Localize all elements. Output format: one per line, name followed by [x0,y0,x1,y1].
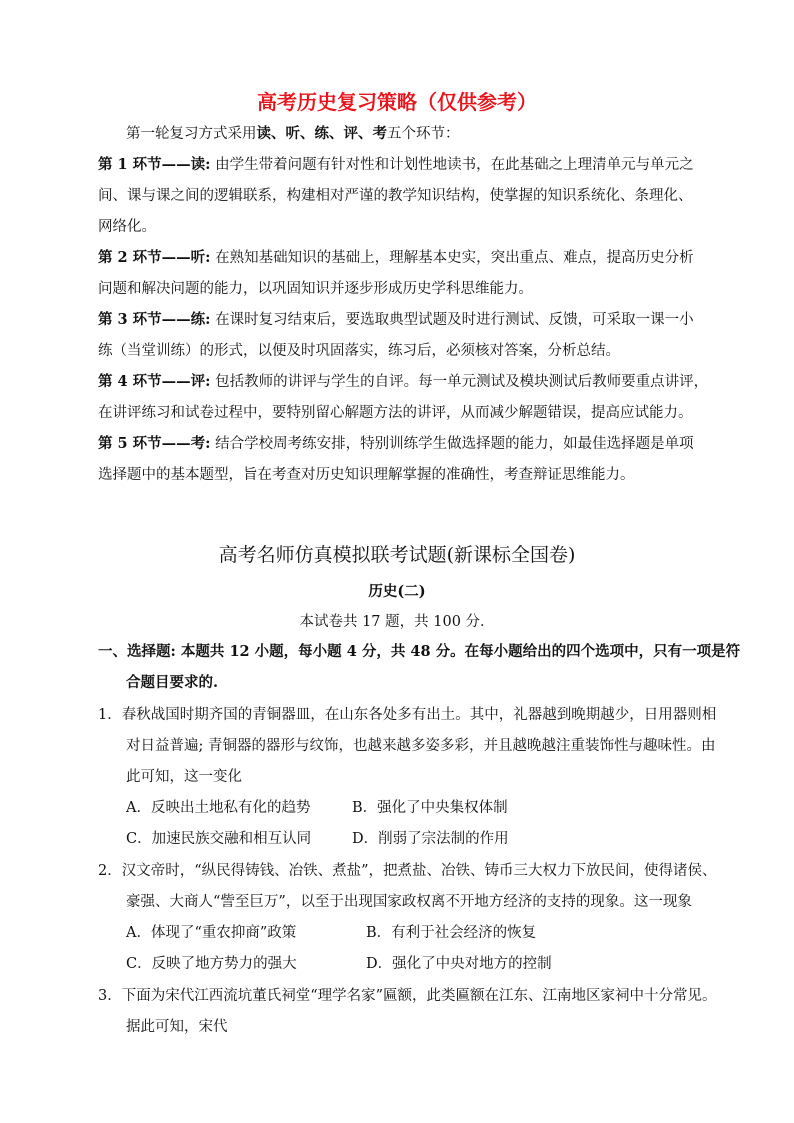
q1-option-d[interactable]: D．削弱了宗法制的作用 [352,831,509,847]
q2-line-2: 豪强、大商人“訾至巨万”，以至于出现国家政权离不开地方经济的支持的现象。这一现象 [126,894,692,910]
step-1-line-1 [98,155,694,175]
q2-option-d[interactable]: D．强化了中央对地方的控制 [366,956,552,972]
step-1-label: 第 1 环节——读: [98,156,211,173]
intro-prefix: 第一轮复习方式采用 [126,126,257,142]
step-2-label: 第 2 环节——听: [98,249,211,266]
q1-option-c[interactable]: C．加速民族交融和相互认同 [126,831,312,847]
q2-line-1: 2．汉文帝时，“纵民得铸钱、冶铁、煮盐”，把煮盐、冶铁、铸币三大权力下放民间，使得诸侯、 [98,863,717,879]
step-3-line-2: 练（当堂训练）的形式，以便及时巩固落实，练习后，必须核对答案，分析总结。 [98,343,620,359]
step-5-line-2: 选择题中的基本题型，旨在考查对历史知识理解掌握的准确性，考查辩证思维能力。 [98,467,635,483]
step-1-text-1: 由学生带着问题有针对性和计划性地读书，在此基础之上理清单元与单元之 [210,157,694,173]
step-3-label: 第 3 环节——练: [98,311,211,328]
section-header-line-1: 一、选择题: 本题共 12 小题，每小题 4 分，共 48 分。在每小题给出的四个选项中，只有一项是符 [98,643,741,660]
step-3-line-1 [98,310,694,330]
strategy-title: 高考历史复习策略（仅供参考） [257,90,537,114]
q1-option-b[interactable]: B．强化了中央集权体制 [352,800,508,816]
step-2-line-1 [98,248,694,268]
step-4-label: 第 4 环节——评: [98,373,211,390]
q3-line-2: 据此可知，宋代 [126,1019,228,1035]
step-3-text-1: 在课时复习结束后，要选取典型试题及时进行测试、反馈，可采取一课一小 [210,312,694,328]
intro-bold: 读、听、练、评、考 [256,125,387,142]
step-5-text-1: 结合学校周考练安排，特别训练学生做选择题的能力，如最佳选择题是单项 [210,436,694,452]
exam-subject: 历史(二) [368,583,426,600]
exam-intro: 本试卷共 17 题，共 100 分． [299,614,495,630]
step-2-text-1: 在熟知基础知识的基础上，理解基本史实，突出重点、难点，提高历史分析 [210,250,694,266]
section-header-line-2: 合题目要求的. [126,674,219,691]
step-4-line-2: 在讲评练习和试卷过程中，要特别留心解题方法的讲评，从而减少解题错误，提高应试能力。 [98,405,693,421]
step-4-line-1 [98,372,708,392]
q3-line-1: 3．下面为宋代江西流坑董氏祠堂“理学名家”匾额，此类匾额在江东、江南地区家祠中十分常见。 [98,988,717,1004]
step-5-label: 第 5 环节——考: [98,435,211,452]
step-5-line-1 [98,434,694,454]
step-2-line-2: 问题和解决问题的能力，以巩固知识并逐步形成历史学科思维能力。 [98,281,533,297]
q2-option-b[interactable]: B．有利于社会经济的恢复 [366,925,537,941]
q1-option-a[interactable]: A．反映出土地私有化的趋势 [126,800,311,816]
exam-title: 高考名师仿真模拟联考试题(新课标全国卷) [218,544,576,566]
q1-line-3: 此可知，这一变化 [126,769,242,785]
step-1-line-3: 网络化。 [98,219,156,235]
q1-line-2: 对日益普遍; 青铜器的器形与纹饰，也越来越多姿多彩，并且越晚越注重装饰性与趣味性。由 [126,738,716,754]
step-4-text-1: 包括教师的讲评与学生的自评。每一单元测试及模块测试后教师要重点讲评， [210,374,709,390]
intro-suffix: 五个环节： [387,126,460,142]
q2-option-a[interactable]: A．体现了“重农抑商”政策 [126,925,297,941]
strategy-intro [126,124,460,144]
q1-line-1: 1．春秋战国时期齐国的青铜器皿，在山东各处多有出土。其中，礼器越到晚期越少，日用器则相 [98,707,717,723]
step-1-line-2: 间、课与课之间的逻辑联系，构建相对严谨的教学知识结构，使掌握的知识系统化、条理化、 [98,188,693,204]
q2-option-c[interactable]: C．反映了地方势力的强大 [126,956,297,972]
